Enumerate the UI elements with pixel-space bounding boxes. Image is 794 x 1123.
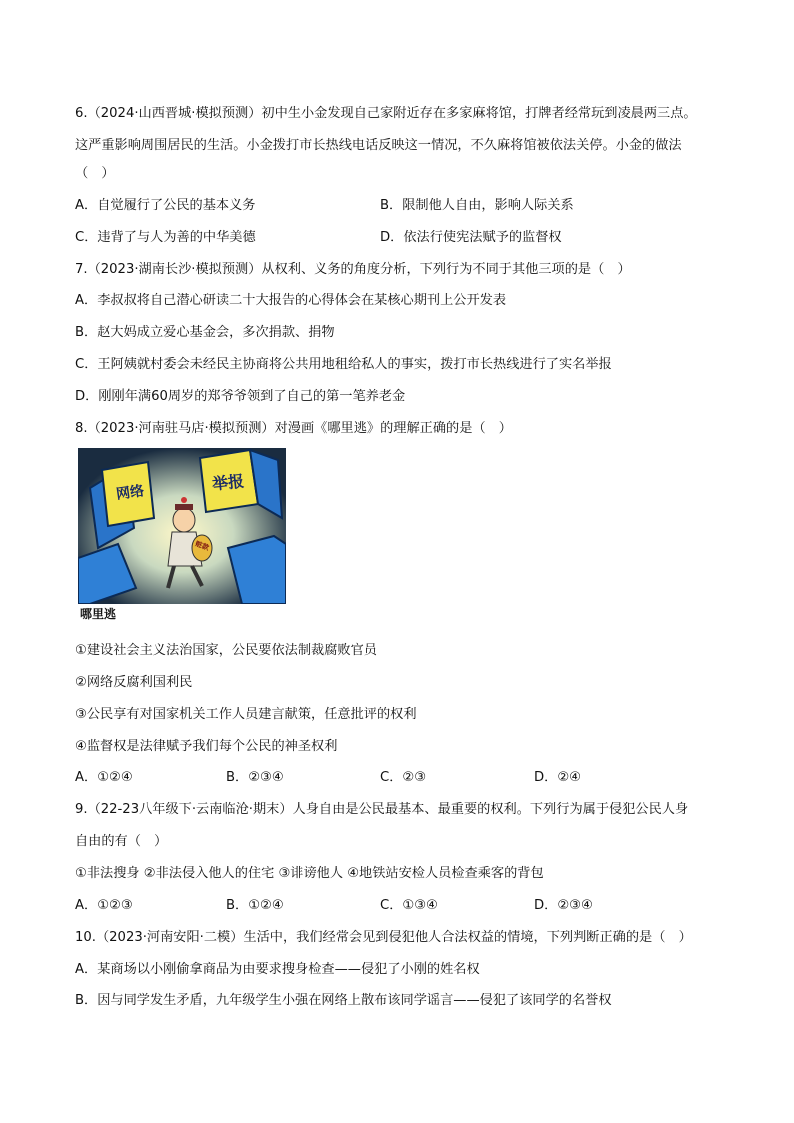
q8-option-d: D．②④ xyxy=(534,770,581,785)
q10-stem: 10.（2023·河南安阳·二模）生活中，我们经常会见到侵犯他人合法权益的情境，下列判断正确的是（ ） xyxy=(75,930,692,945)
q10-option-b: B．因与同学发生矛盾，九年级学生小强在网络上散布该同学谣言——侵犯了该同学的名誉权 xyxy=(75,993,612,1008)
cartoon-label-report: 举报 xyxy=(211,471,246,494)
q6-stem-line2: 这严重影响周围居民的生活。小金拨打市长热线电话反映这一情况，不久麻将馆被依法关停。小金的做法 xyxy=(75,138,682,153)
q8-stem: 8.（2023·河南驻马店·模拟预测）对漫画《哪里逃》的理解正确的是（ ） xyxy=(75,421,512,436)
cartoon-caption: 哪里逃 xyxy=(80,607,117,621)
cartoon-label-bag: 赃款 xyxy=(194,539,210,553)
q6-stem-line1: 6.（2024·山西晋城·模拟预测）初中生小金发现自己家附近存在多家麻将馆，打牌者经常玩到凌晨两三点。 xyxy=(75,106,697,121)
q8-item-4: ④监督权是法律赋予我们每个公民的神圣权利 xyxy=(75,739,338,754)
q9-items: ①非法搜身 ②非法侵入他人的住宅 ③诽谤他人 ④地铁站安检人员检查乘客的背包 xyxy=(75,866,544,881)
q7-stem: 7.（2023·湖南长沙·模拟预测）从权利、义务的角度分析，下列行为不同于其他三项的是（ ） xyxy=(75,262,631,277)
q6-option-a: A．自觉履行了公民的基本义务 xyxy=(75,198,256,213)
q10-option-a: A．某商场以小刚偷拿商品为由要求搜身检查——侵犯了小刚的姓名权 xyxy=(75,962,480,977)
q6-option-b: B．限制他人自由，影响人际关系 xyxy=(380,198,574,213)
q8-option-b: B．②③④ xyxy=(226,770,284,785)
q6-option-c: C．违背了与人为善的中华美德 xyxy=(75,230,256,245)
q9-option-d: D．②③④ xyxy=(534,898,593,913)
q9-option-b: B．①②④ xyxy=(226,898,284,913)
q8-item-1: ①建设社会主义法治国家，公民要依法制裁腐败官员 xyxy=(75,643,377,658)
q6-option-d: D．依法行使宪法赋予的监督权 xyxy=(380,230,562,245)
q7-option-c: C．王阿姨就村委会未经民主协商将公共用地租给私人的事实，拨打市长热线进行了实名举报 xyxy=(75,357,612,372)
cartoon-label-network: 网络 xyxy=(115,483,146,503)
q9-stem-line2: 自由的有（ ） xyxy=(75,834,168,849)
q9-stem-line1: 9.（22-23八年级下·云南临沧·期末）人身自由是公民最基本、最重要的权利。下列行为属于侵犯公民人身 xyxy=(75,802,689,817)
q9-option-a: A．①②③ xyxy=(75,898,133,913)
q6-answer-blank: （ ） xyxy=(75,166,115,181)
cartoon-image xyxy=(78,448,286,604)
q7-option-a: A．李叔叔将自己潜心研读二十大报告的心得体会在某核心期刊上公开发表 xyxy=(75,293,507,308)
q8-item-3: ③公民享有对国家机关工作人员建言献策，任意批评的权利 xyxy=(75,707,417,722)
q8-option-a: A．①②④ xyxy=(75,770,133,785)
q7-option-b: B．赵大妈成立爱心基金会，多次捐款、捐物 xyxy=(75,325,335,340)
q8-item-2: ②网络反腐利国利民 xyxy=(75,675,193,690)
q8-option-c: C．②③ xyxy=(380,770,427,785)
q9-option-c: C．①③④ xyxy=(380,898,438,913)
cartoon-illustration xyxy=(78,448,286,604)
q7-option-d: D．刚刚年满60周岁的郑爷爷领到了自己的第一笔养老金 xyxy=(75,389,406,404)
